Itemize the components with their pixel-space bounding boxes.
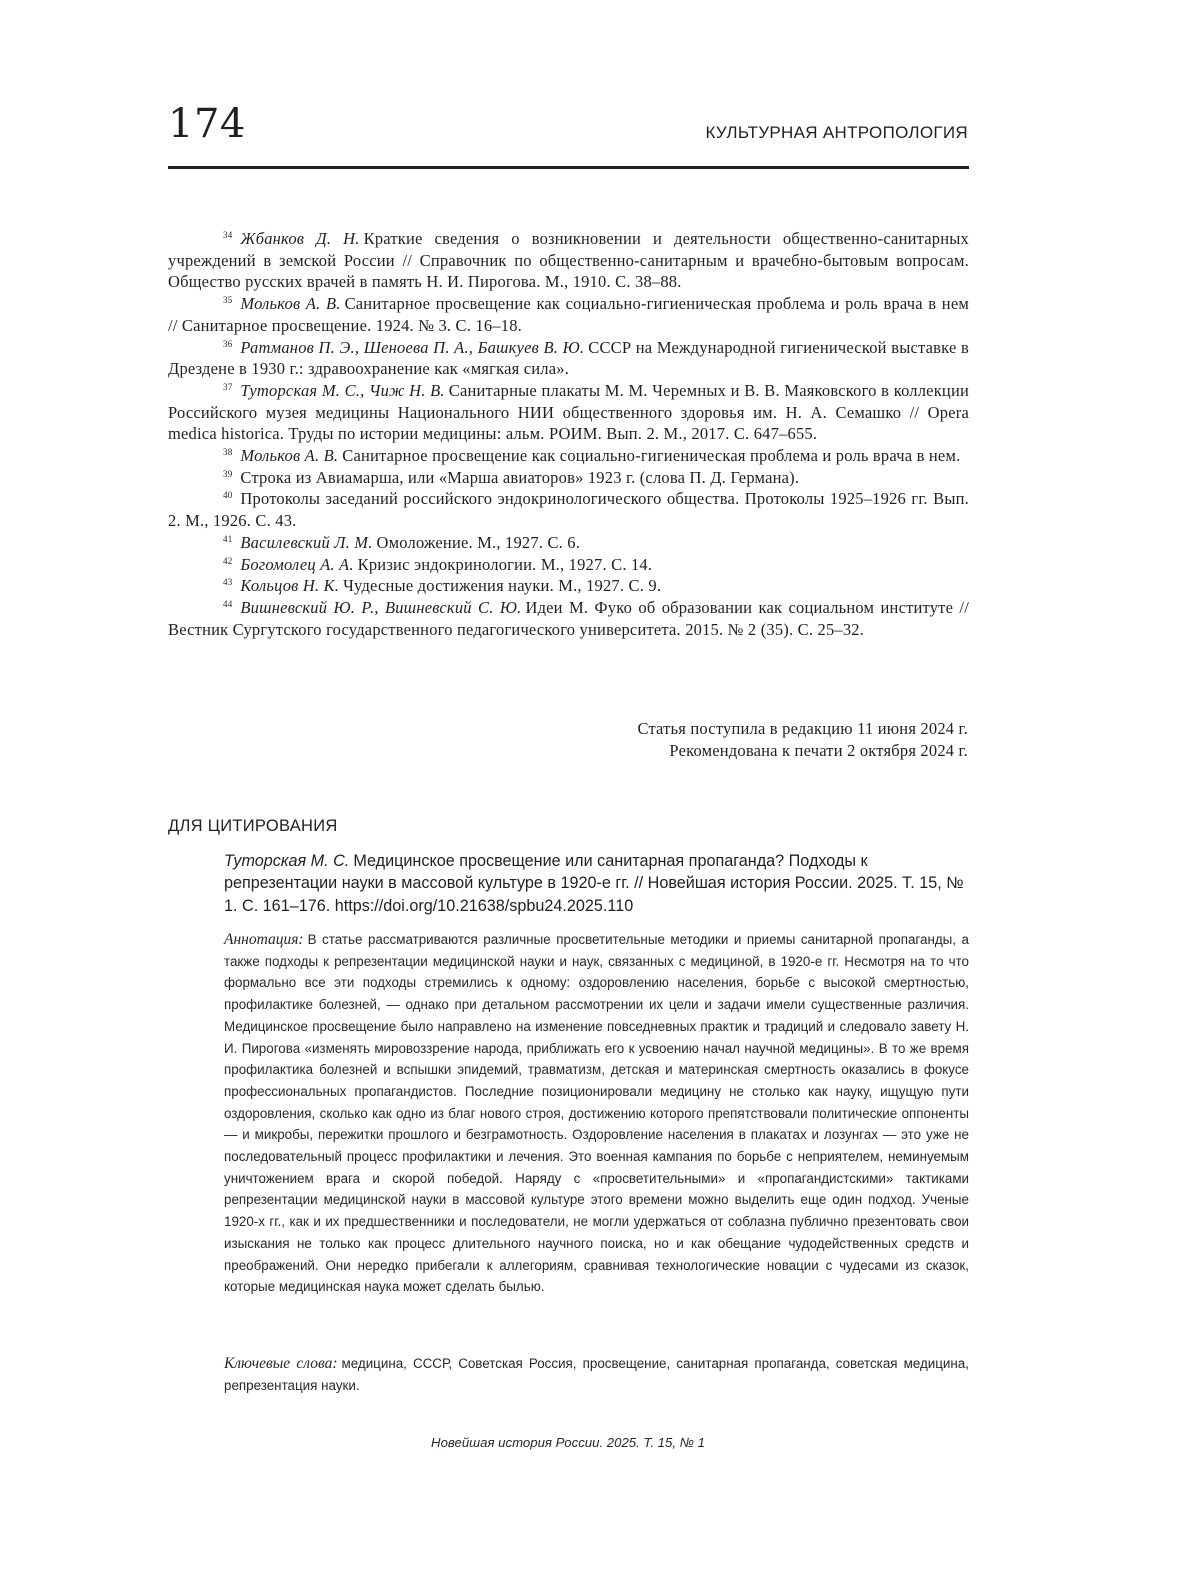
footnote-text: Омоложение. М., 1927. С. 6.: [376, 532, 581, 552]
footnote-39: [168, 467, 969, 489]
footnote-text: Строка из Авиамарша, или «Марша авиаторов» 1923 г. (слова П. Д. Германа).: [240, 467, 800, 487]
citation-author: Туторская М. С.: [224, 852, 350, 870]
journal-footer: Новейшая история России. 2025. Т. 15, № 1: [431, 1435, 705, 1450]
footnote-42: [168, 554, 969, 576]
footnote-number: 39: [223, 468, 233, 479]
citation-block: [224, 850, 969, 917]
footnote-author: Василевский Л. М.: [240, 532, 373, 552]
footnote-author: Богомолец А. А.: [240, 554, 354, 574]
footnote-38: [168, 445, 969, 467]
footnote-text: Санитарное просвещение как социально-гигиеническая проблема и роль врача в нем.: [342, 446, 961, 466]
footnote-number: 36: [223, 338, 233, 349]
footnote-number: 41: [223, 533, 233, 544]
footnotes-list: [168, 228, 969, 640]
keywords: [224, 1353, 969, 1396]
recommended-line: Рекомендована к печати 2 октября 2024 г.: [669, 741, 968, 760]
footnote-37: [168, 380, 969, 445]
footnote-text: Протоколы заседаний российского эндокринологического общества. Протоколы 1925–1926 гг. Вып. 2. М., 1926. С. 43.: [168, 489, 969, 531]
footnote-41: [168, 532, 969, 554]
abstract-label: Аннотация:: [224, 931, 304, 948]
footnote-number: 34: [223, 230, 233, 240]
footnote-44: [168, 597, 969, 640]
footnote-author: Мольков А. В.: [240, 294, 341, 314]
footnote-number: 42: [223, 555, 233, 566]
keywords-label: Ключевые слова:: [224, 1355, 338, 1372]
footnote-author: Ратманов П. Э., Шеноева П. А., Башкуев В. Ю.: [240, 337, 585, 357]
footnote-author: Жбанков Д. Н.: [240, 229, 360, 248]
footnote-author: Мольков А. В.: [240, 446, 339, 466]
footnote-36: [168, 337, 969, 380]
footnote-40: [168, 488, 969, 531]
footnote-author: Кольцов Н. К.: [240, 576, 340, 596]
footnote-text: Санитарные плакаты М. М. Черемных и В. В. Маяковского в коллекции Российского музея медицины Национального НИИ общественного здоровья им. Н. А. Семашко // Opera medica historica. Труды по истории медицины: альм. РОИМ. Вып. 2. М., 2017. С. 647–655.: [168, 380, 969, 444]
footnote-text: Кризис эндокринологии. М., 1927. С. 14.: [357, 554, 653, 574]
citation-heading: ДЛЯ ЦИТИРОВАНИЯ: [168, 817, 338, 835]
footnote-text: Чудесные достижения науки. М., 1927. С. 9.: [343, 576, 662, 596]
received-dates: [368, 718, 968, 762]
abstract-text: В статье рассматриваются различные просветительные методики и приемы санитарной пропаганды, а также подходы к репрезентации медицинской науки и наук, связанных с медициной, в 1920-е гг. Несмотря на то что формально все эти подходы стремились к одному: оздоровлению населения, борьбе с высокой смертностью, профилактике болезней, — однако при детальном рассмотрении их цели и задачи имели существенные различия. Медицинское просвещение было направлено на изменение повседневных практик и традиций и следовало завету Н. И. Пирогова «изменять мировоззрение народа, приближать его к усвоению начал научной медицины». В то же время профилактика болезней и вспышки эпидемий, травматизм, детская и материнская смертность оказались в фокусе профессиональных пропагандистов. Последние позиционировали медицину не столько как науку, ищущую пути оздоровления, сколько как одно из благ нового строя, достижению которого препятствовали политические оппоненты — и микробы, пережитки прошлого и безграмотность. Оздоровление населения в плакатах и лозунгах — это уже не последовательный процесс профилактики и лечения. Это военная кампания по борьбе с неприятелем, неминуемым уничтожением врага и скорой победой. Наряду с «просветительными» и «пропагандистскими» тактиками репрезентации медицинской науки в массовой культуре этого времени можно выделить еще один подход. Ученые 1920-х гг., как и их предшественники и последователи, не могли удержаться от соблазна публично презентовать свои изыскания не только как процесс длительного научного поиска, но и как обещание чудодейственных средств и преображений. Они нередко прибегали к аллегориям, сравнивая технологические новации с чудесами из сказок, которые медицинская наука может сделать былью.: [224, 932, 969, 1295]
footnote-text: Санитарное просвещение как социально-гигиеническая проблема и роль врача в нем // Санитарное просвещение. 1924. № 3. С. 16–18.: [168, 294, 969, 335]
footnote-number: 37: [223, 381, 233, 392]
footnote-author: Туторская М. С., Чиж Н. В.: [240, 380, 445, 400]
footnote-35: [168, 293, 969, 336]
page-number: 174: [168, 101, 246, 147]
footnote-number: 43: [223, 577, 233, 588]
footnote-number: 38: [223, 447, 233, 458]
header-rule: [168, 166, 969, 169]
keywords-text: медицина, СССР, Советская Россия, просвещение, санитарная пропаганда, советская медицина, репрезентация науки.: [224, 1356, 969, 1393]
abstract: [224, 929, 969, 1298]
footnote-text: Краткие сведения о возникновении и деятельности общественно-санитарных учреждений в земской России // Справочник по общественно-санитарным и врачебно-бытовым вопросам. Общество русских врачей в память Н. И. Пирогова. М., 1910. С. 38–88.: [168, 229, 969, 292]
footnote-author: Вишневский Ю. Р., Вишневский С. Ю.: [240, 597, 522, 617]
footnote-number: 44: [223, 598, 233, 609]
footnote-number: 35: [223, 295, 233, 306]
footnote-number: 40: [223, 490, 233, 501]
footnote-34: [168, 228, 969, 293]
received-line: Статья поступила в редакцию 11 июня 2024 г.: [637, 719, 968, 738]
running-head: КУЛЬТУРНАЯ АНТРОПОЛОГИЯ: [705, 123, 968, 142]
footnote-text: Идеи М. Фуко об образовании как социальном институте // Вестник Сургутского государственного педагогического университета. 2015. № 2 (35). С. 25–32.: [168, 597, 969, 639]
footnote-43: [168, 575, 969, 597]
citation-text: Медицинское просвещение или санитарная пропаганда? Подходы к репрезентации науки в массовой культуре в 1920-е гг. // Новейшая история России. 2025. Т. 15, № 1. С. 161–176. https://doi.org/10.21638/spbu24.2025.110: [224, 852, 964, 915]
footnote-text: СССР на Международной гигиенической выставке в Дрездене в 1930 г.: здравоохранение как «мягкая сила».: [168, 337, 970, 379]
